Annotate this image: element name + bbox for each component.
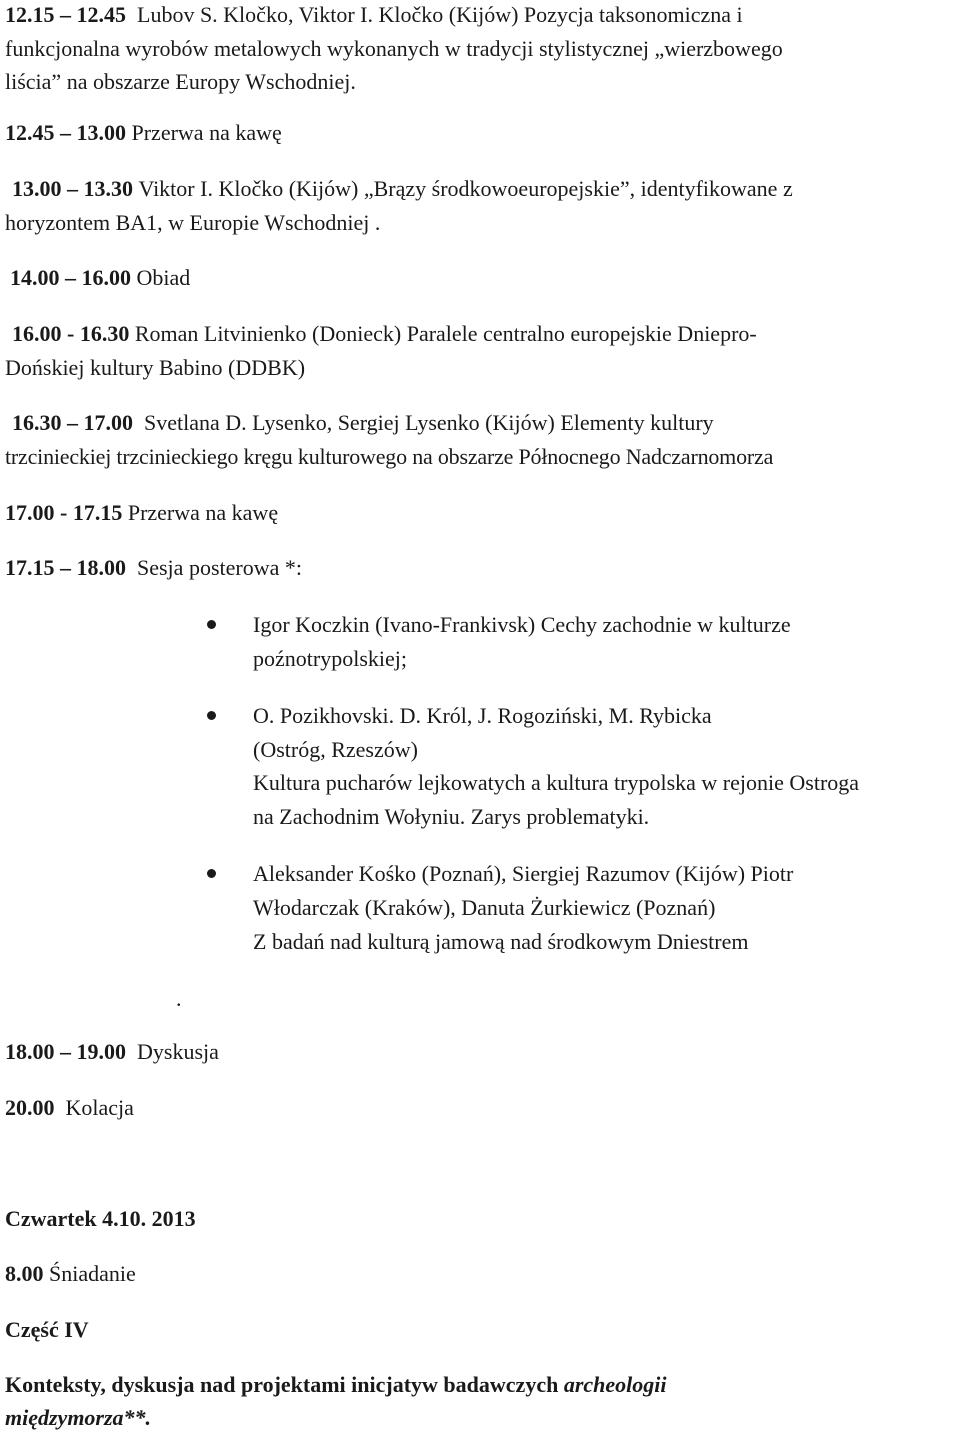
theme-line	[5, 1374, 667, 1396]
item-text: Lubov S. Kločko, Viktor I. Kločko (Kijów) Pozycja taksonomiczna i	[137, 2, 743, 27]
time-label: 13.00 – 13.30	[12, 176, 133, 201]
agenda-item-0800	[5, 1263, 136, 1285]
item-text: Śniadanie	[49, 1261, 136, 1286]
agenda-item-2000	[5, 1097, 134, 1119]
agenda-item-1400	[10, 267, 190, 289]
agenda-item-1245	[5, 122, 282, 144]
item-text-continued: liścia” na obszarze Europy Wschodniej.	[5, 69, 356, 94]
poster-2-line: na Zachodnim Wołyniu. Zarys problematyki.	[253, 804, 650, 829]
poster-3-line: Z badań nad kulturą jamową nad środkowym Dniestrem	[253, 929, 749, 954]
bullet-icon	[207, 711, 216, 720]
day-heading: Czwartek 4.10. 2013	[5, 1206, 196, 1231]
item-text-continued: trzcinieckiej trzcinieckiego kręgu kulturowego na obszarze Północnego Nadczarnomorza	[5, 444, 774, 469]
poster-1-line: Igor Koczkin (Ivano-Frankivsk) Cechy zachodnie w kulturze	[253, 612, 791, 637]
item-text: Sesja posterowa *:	[137, 555, 302, 580]
item-text: Kolacja	[65, 1095, 134, 1120]
part-heading: Część IV	[5, 1317, 89, 1342]
item-text: Roman Litvinienko (Donieck) Paralele centralno europejskie Dniepro-	[134, 321, 757, 346]
time-label: 16.30 – 17.00	[12, 410, 133, 435]
item-text-continued: Dońskiej kultury Babino (DDBK)	[5, 355, 306, 380]
agenda-item-1630	[12, 412, 714, 434]
theme-line-continued: międzymorza**.	[5, 1405, 152, 1430]
item-text: Dyskusja	[137, 1039, 219, 1064]
time-label: 12.45 – 13.00	[5, 120, 126, 145]
item-text-continued: funkcjonalna wyrobów metalowych wykonanych w tradycji stylistycznej „wierzbowego	[5, 36, 783, 61]
time-label: 14.00 – 16.00	[10, 265, 131, 290]
item-text: Przerwa na kawę	[127, 500, 279, 525]
agenda-item-1600	[12, 323, 757, 345]
time-label: 17.00 - 17.15	[5, 500, 123, 525]
theme-italic-text: archeologii	[563, 1372, 667, 1397]
time-label: 20.00	[5, 1095, 55, 1120]
agenda-item-1800	[5, 1041, 219, 1063]
agenda-item-1715	[5, 557, 302, 579]
item-text: Przerwa na kawę	[131, 120, 282, 145]
time-label: 12.15 – 12.45	[5, 2, 126, 27]
item-text-continued: horyzontem BA1, w Europie Wschodniej .	[5, 210, 381, 235]
item-text: Svetlana D. Lysenko, Sergiej Lysenko (Kijów) Elementy kultury	[144, 410, 714, 435]
bullet-icon	[207, 869, 216, 878]
time-label: 16.00 - 16.30	[12, 321, 130, 346]
item-text: Obiad	[136, 265, 191, 290]
stray-dot: .	[176, 986, 182, 1011]
time-label: 8.00	[5, 1261, 44, 1286]
poster-3-line: Aleksander Kośko (Poznań), Siergiej Razumov (Kijów) Piotr	[253, 861, 794, 886]
agenda-item-1215	[5, 4, 743, 26]
theme-bold-text: Konteksty, dyskusja nad projektami inicjatyw badawczych	[5, 1372, 559, 1397]
bullet-icon	[207, 620, 216, 629]
agenda-item-1700	[5, 502, 278, 524]
agenda-item-1300	[12, 178, 793, 200]
time-label: 18.00 – 19.00	[5, 1039, 126, 1064]
item-text: Viktor I. Kločko (Kijów) „Brązy środkowoeuropejskie”, identyfikowane z	[138, 176, 793, 201]
poster-3-line: Włodarczak (Kraków), Danuta Żurkiewicz (Poznań)	[253, 895, 716, 920]
poster-2-line: Kultura pucharów lejkowatych a kultura trypolska w rejonie Ostroga	[253, 770, 860, 795]
poster-1-line: poźnotrypolskiej;	[253, 646, 407, 671]
poster-2-line: O. Pozikhovski. D. Król, J. Rogoziński, M. Rybicka	[253, 703, 712, 728]
poster-2-line: (Ostróg, Rzeszów)	[253, 737, 418, 762]
time-label: 17.15 – 18.00	[5, 555, 126, 580]
